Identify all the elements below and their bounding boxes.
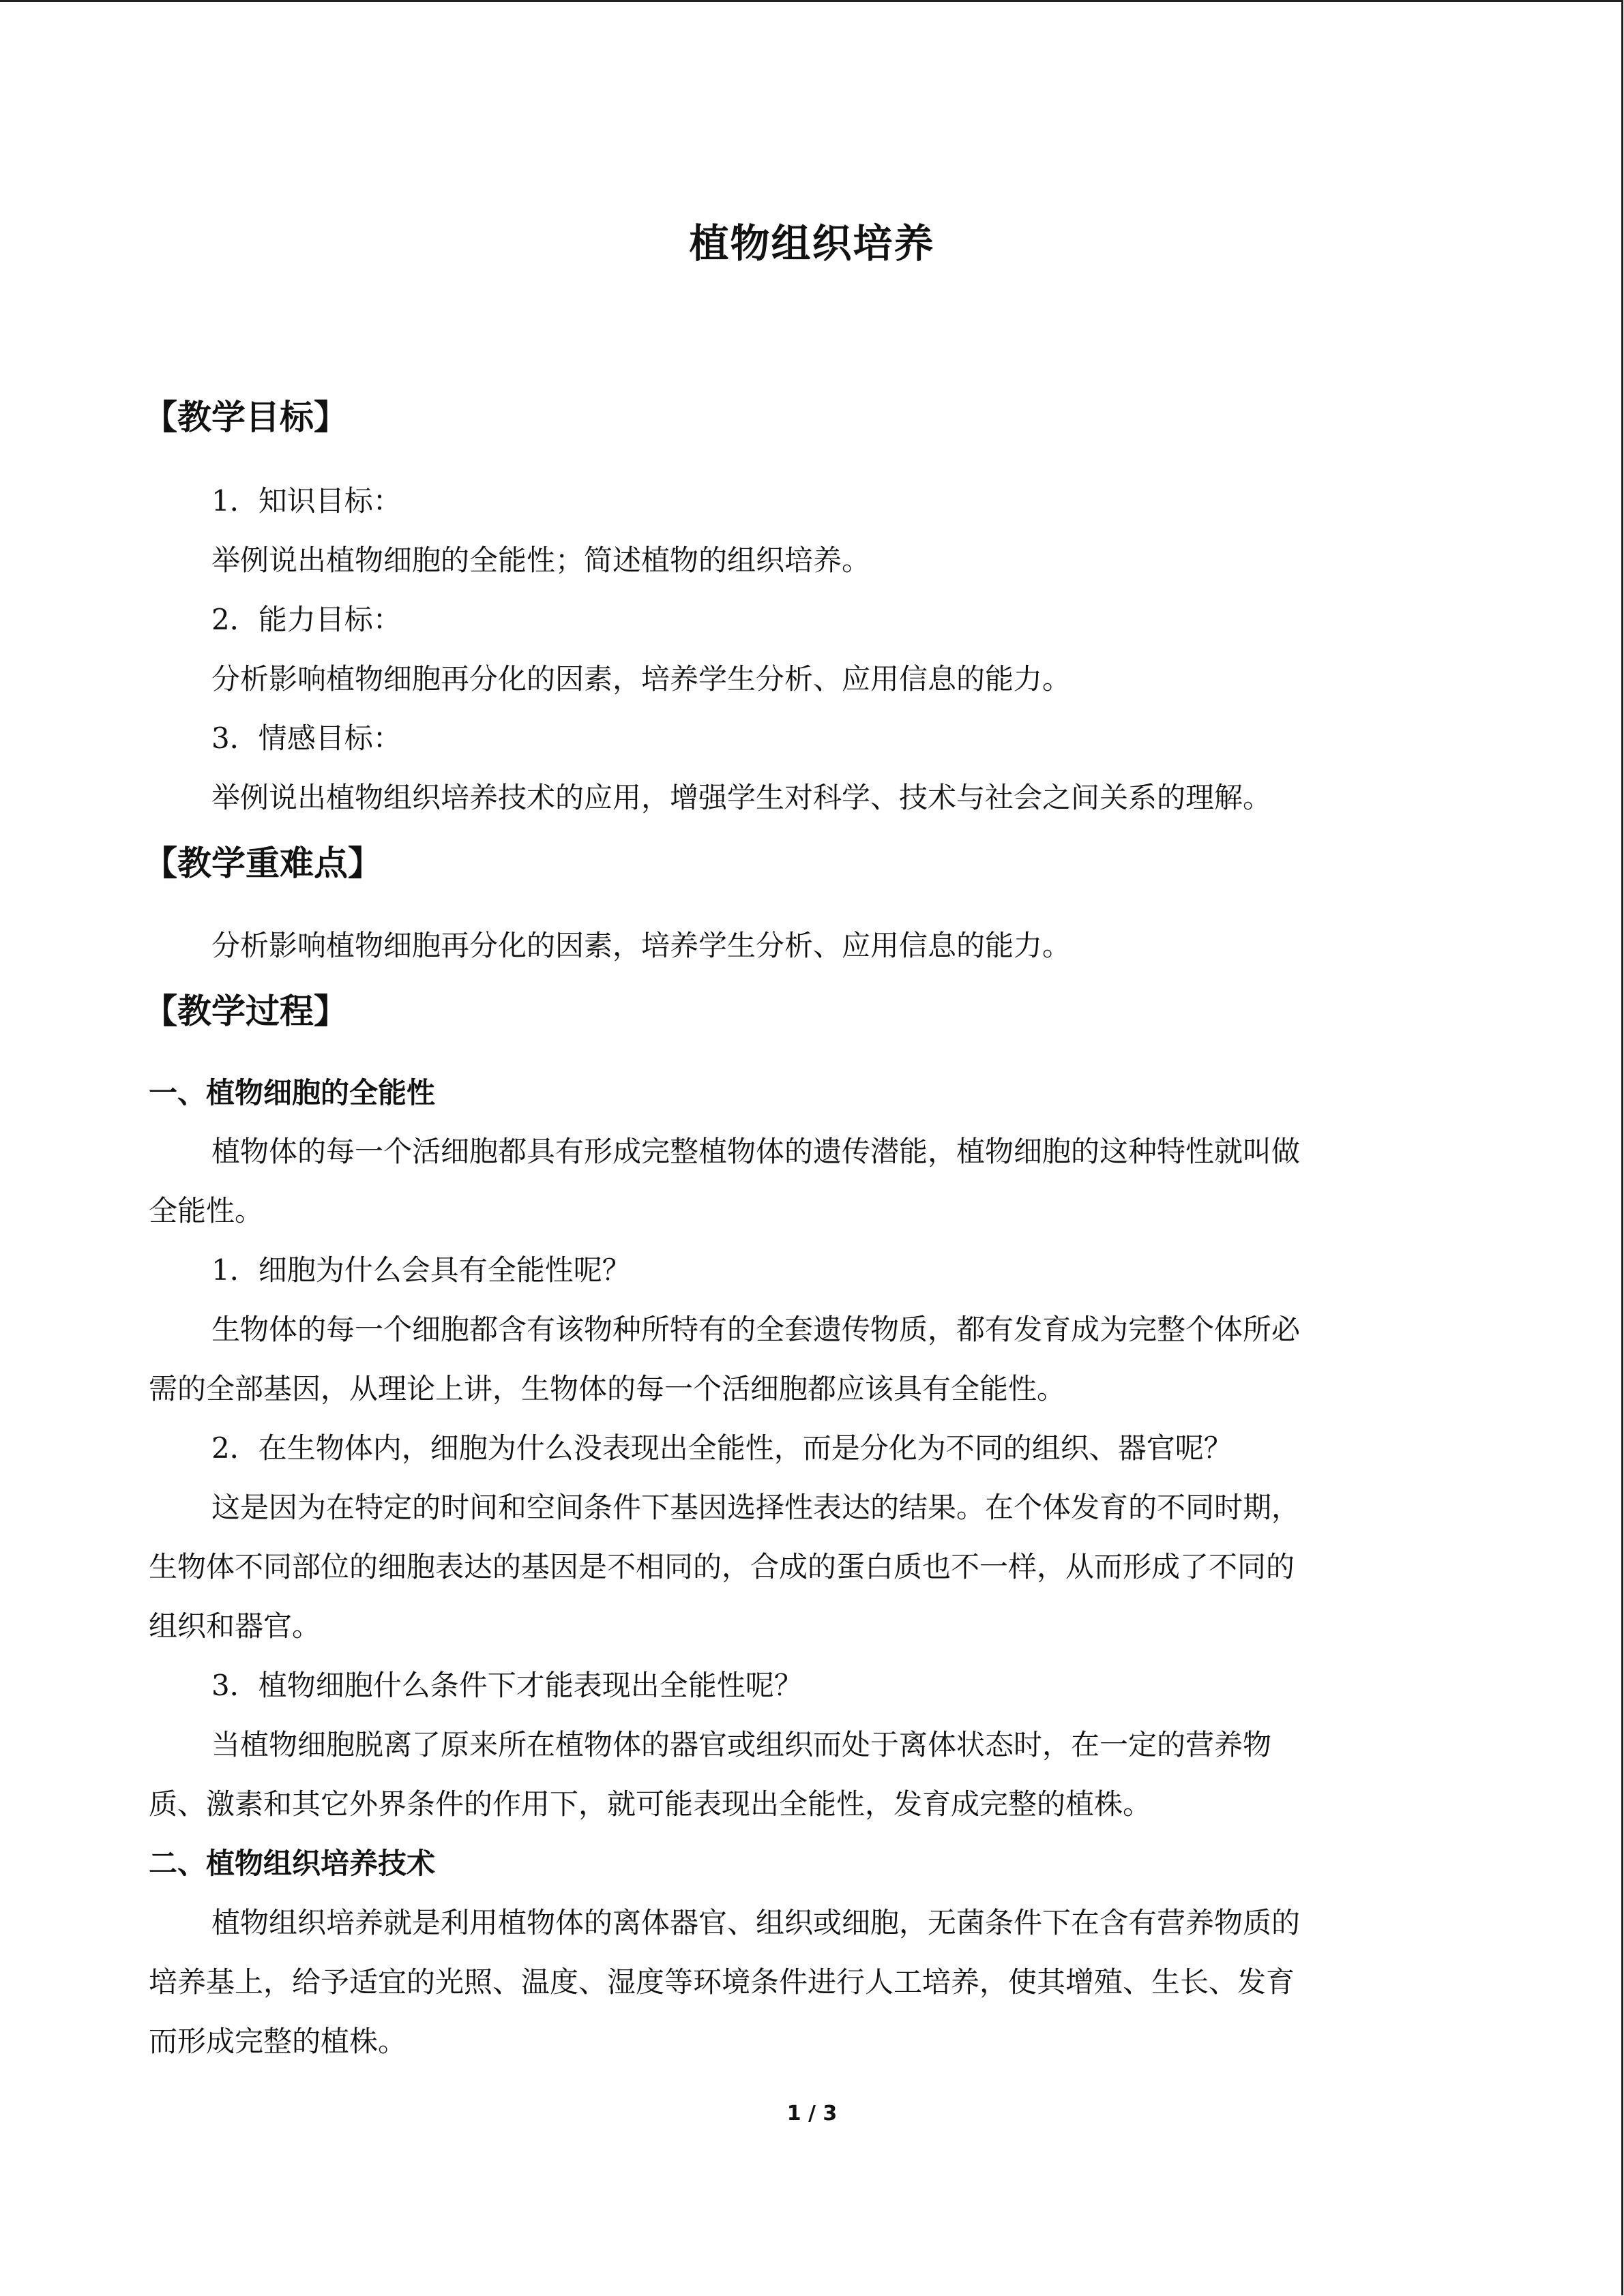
body-line: 这是因为在特定的时间和空间条件下基因选择性表达的结果。在个体发育的不同时期， (211, 1491, 1301, 1524)
objective-line: 1．知识目标： (211, 484, 402, 518)
objective-line: 举例说出植物细胞的全能性；简述植物的组织培养。 (211, 543, 871, 577)
body-line: 全能性。 (149, 1194, 264, 1227)
body-line: 2．在生物体内，细胞为什么没表现出全能性，而是分化为不同的组织、器官呢？ (211, 1431, 1232, 1465)
body-line: 培养基上，给予适宜的光照、温度、湿度等环境条件进行人工培养，使其增殖、生长、发育 (149, 1965, 1295, 1999)
body-line: 组织和器官。 (149, 1609, 321, 1643)
body-line: 需的全部基因，从理论上讲，生物体的每一个活细胞都应该具有全能性。 (149, 1372, 1066, 1405)
heading-process: 【教学过程】 (143, 992, 348, 1031)
heading-key-points: 【教学重难点】 (143, 844, 382, 883)
objective-line: 举例说出植物组织培养技术的应用，增强学生对科学、技术与社会之间关系的理解。 (211, 781, 1272, 814)
objective-line: 3．情感目标： (211, 721, 402, 755)
objective-line: 2．能力目标： (211, 603, 402, 636)
heading-objectives: 【教学目标】 (143, 398, 348, 437)
body-line: 3．植物细胞什么条件下才能表现出全能性呢？ (211, 1669, 803, 1702)
body-line: 1．细胞为什么会具有全能性呢？ (211, 1253, 631, 1287)
objective-line: 分析影响植物细胞再分化的因素，培养学生分析、应用信息的能力。 (211, 662, 1072, 696)
document-title: 植物组织培养 (689, 220, 935, 267)
body-line: 生物体不同部位的细胞表达的基因是不相同的，合成的蛋白质也不一样，从而形成了不同的 (149, 1550, 1295, 1583)
body-line: 生物体的每一个细胞都含有该物种所特有的全套遗传物质，都有发育成为完整个体所必 (211, 1313, 1301, 1346)
subheading-part2: 二、植物组织培养技术 (149, 1847, 436, 1880)
page-number: 1 / 3 (786, 2102, 838, 2126)
body-line: 质、激素和其它外界条件的作用下，就可能表现出全能性，发育成完整的植株。 (149, 1787, 1152, 1821)
key-points-text: 分析影响植物细胞再分化的因素，培养学生分析、应用信息的能力。 (211, 929, 1072, 962)
body-line: 当植物细胞脱离了原来所在植物体的器官或组织而处于离体状态时，在一定的营养物 (211, 1728, 1272, 1761)
body-line: 而形成完整的植株。 (149, 2025, 407, 2058)
body-line: 植物组织培养就是利用植物体的离体器官、组织或细胞，无菌条件下在含有营养物质的 (211, 1906, 1301, 1939)
body-line: 植物体的每一个活细胞都具有形成完整植物体的遗传潜能，植物细胞的这种特性就叫做 (211, 1135, 1301, 1168)
subheading-part1: 一、植物细胞的全能性 (149, 1076, 436, 1109)
